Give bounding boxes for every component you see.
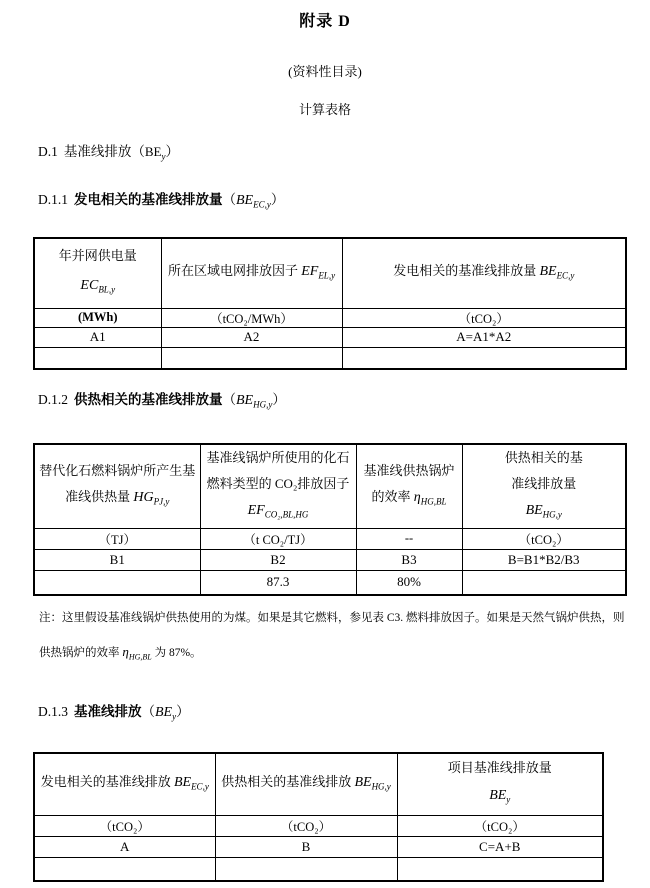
table-cell xyxy=(34,570,200,595)
table-header-row xyxy=(34,753,603,815)
table-cell: （TJ） xyxy=(34,528,200,549)
heading-label: 供热相关的基准线排放量 xyxy=(74,392,223,407)
table-cell: 80% xyxy=(356,570,462,595)
section-heading-d12 xyxy=(38,388,286,410)
table-row xyxy=(34,857,603,881)
table-cell xyxy=(462,570,626,595)
table-cell: B=B1*B2/B3 xyxy=(462,549,626,570)
table-cell: （t CO₂/TJ） xyxy=(200,528,356,549)
note-text: 注：这里假设基准线锅炉供热使用的为煤。如果是其它燃料，参见表 C3. 燃料排放因子。如果是天然气锅炉供热，则供热锅炉的效率 xyxy=(39,612,625,659)
heading-label: 发电相关的基准线排放量 xyxy=(74,192,223,207)
table-footnote xyxy=(39,601,629,674)
table-cell: A1 xyxy=(34,327,161,347)
heading-label: 基准线排放 xyxy=(63,144,132,159)
doc-subtitle-informative: (资料性目录) xyxy=(288,64,362,79)
formula-ec-bly: $EC_{BL,y}$ xyxy=(80,278,116,296)
table-units-row xyxy=(34,308,626,327)
table-cell: （tCO₂） xyxy=(342,308,626,327)
formula-bey: $BE_y$ xyxy=(155,705,177,722)
table-cell xyxy=(34,444,200,528)
table-header-row xyxy=(34,238,626,308)
formula-be-ecy: $BE_{EC,y}$ xyxy=(173,774,209,792)
paren-open: （ xyxy=(222,192,236,207)
table-cell: （tCO₂） xyxy=(462,528,626,549)
table-cell: A2 xyxy=(161,327,342,347)
paren-close: ） xyxy=(272,392,286,407)
table-cell xyxy=(34,347,161,369)
table-cell xyxy=(215,857,397,881)
table-cell: 87.3 xyxy=(200,570,356,595)
table-cell: （tCO₂） xyxy=(397,815,603,836)
formula-ef-co2blhg: $EF_{CO_2,BL,HG}$ xyxy=(247,503,309,520)
table-cell: -- xyxy=(356,528,462,549)
table-cell xyxy=(342,238,626,308)
header-text: 供热相关的基准线排放量 xyxy=(504,450,583,491)
section-heading-d11 xyxy=(38,188,284,210)
paren-open: （ xyxy=(131,144,145,159)
table-cell xyxy=(200,444,356,528)
header-text: 所在区域电网排放因子 xyxy=(167,262,302,278)
table-cell xyxy=(161,238,342,308)
table-d11-generation-baseline xyxy=(33,237,627,370)
table-cell: （tCO₂/MWh） xyxy=(161,308,342,327)
table-cell: C=A+B xyxy=(397,836,603,857)
formula-bey: $BE_y$ xyxy=(144,144,166,162)
formula-eta-hgbl: $\eta_{HG,BL}$ xyxy=(413,490,447,507)
table-cell: （tCO₂） xyxy=(34,815,215,836)
paren-open: （ xyxy=(222,392,236,407)
heading-label: 基准线排放 xyxy=(74,704,142,719)
table-cell: A=A1*A2 xyxy=(342,327,626,347)
table-d12-heating-baseline xyxy=(33,443,627,596)
table-cell xyxy=(342,347,626,369)
formula-eta-hgbl: $\eta_{HG,BL}$ xyxy=(122,644,152,662)
formula-be-hgy: $BE_{HG,y}$ xyxy=(236,393,273,410)
header-text: 发电相关的基准线排放量 xyxy=(393,262,540,278)
heading-number: D.1 xyxy=(38,144,58,159)
table-header-row xyxy=(34,444,626,528)
formula-be-ecy: $BE_{EC,y}$ xyxy=(539,263,575,281)
table-units-row xyxy=(34,815,603,836)
table-cell xyxy=(356,444,462,528)
formula-be-hgy: $BE_{HG,y}$ xyxy=(354,774,391,792)
table-row xyxy=(34,549,626,570)
header-text: 基准线供热锅炉的效率 xyxy=(363,463,455,504)
table-cell: B xyxy=(215,836,397,857)
doc-subtitle-calc-tables: 计算表格 xyxy=(298,102,351,117)
table-cell xyxy=(462,444,626,528)
heading-number: D.1.3 xyxy=(38,704,68,719)
table-cell xyxy=(34,753,215,815)
note-text: 为 87%。 xyxy=(151,647,202,659)
table-cell: (MWh) xyxy=(34,308,161,327)
header-text: 供热相关的基准线排放 xyxy=(221,773,355,789)
table-cell xyxy=(161,347,342,369)
heading-number: D.1.2 xyxy=(38,392,68,407)
section-heading-d1 xyxy=(38,140,179,162)
table-units-row xyxy=(34,528,626,549)
formula-hg-pjy: $HG_{PJ,y}$ xyxy=(133,490,170,507)
heading-number: D.1.1 xyxy=(38,192,68,207)
table-cell: B2 xyxy=(200,549,356,570)
paren-close: ） xyxy=(176,704,190,719)
paren-close: ） xyxy=(270,192,285,207)
table-d13-total-baseline xyxy=(33,752,604,882)
section-heading-d13 xyxy=(38,700,190,722)
table-row xyxy=(34,327,626,347)
header-text: 项目基准线排放量 xyxy=(447,760,552,776)
table-cell: （tCO₂） xyxy=(215,815,397,836)
table-row xyxy=(34,570,626,595)
table-row xyxy=(34,836,603,857)
formula-bey: $BE_y$ xyxy=(489,788,511,806)
table-cell: B1 xyxy=(34,549,200,570)
formula-ef-ely: $EF_{EL,y}$ xyxy=(301,263,336,281)
table-cell xyxy=(34,857,215,881)
header-text: 发电相关的基准线排放 xyxy=(40,773,174,789)
paren-close: ） xyxy=(165,144,179,159)
header-text: 替代化石燃料锅炉所产生基准线供热量 xyxy=(39,463,196,504)
table-cell xyxy=(397,857,603,881)
table-cell xyxy=(215,753,397,815)
table-cell: A xyxy=(34,836,215,857)
formula-be-ecy: $BE_{EC,y}$ xyxy=(236,193,271,210)
table-cell xyxy=(34,238,161,308)
table-cell: B3 xyxy=(356,549,462,570)
header-text: 年并网供电量 xyxy=(58,248,137,264)
table-row xyxy=(34,347,626,369)
header-text: 基准线锅炉所使用的化石燃料类型的 CO₂排放因子 xyxy=(206,450,350,491)
table-cell xyxy=(397,753,603,815)
page-title: 附录 D xyxy=(299,13,351,30)
paren-open: （ xyxy=(141,704,155,719)
formula-be-hgy: $BE_{HG,y}$ xyxy=(525,503,562,520)
